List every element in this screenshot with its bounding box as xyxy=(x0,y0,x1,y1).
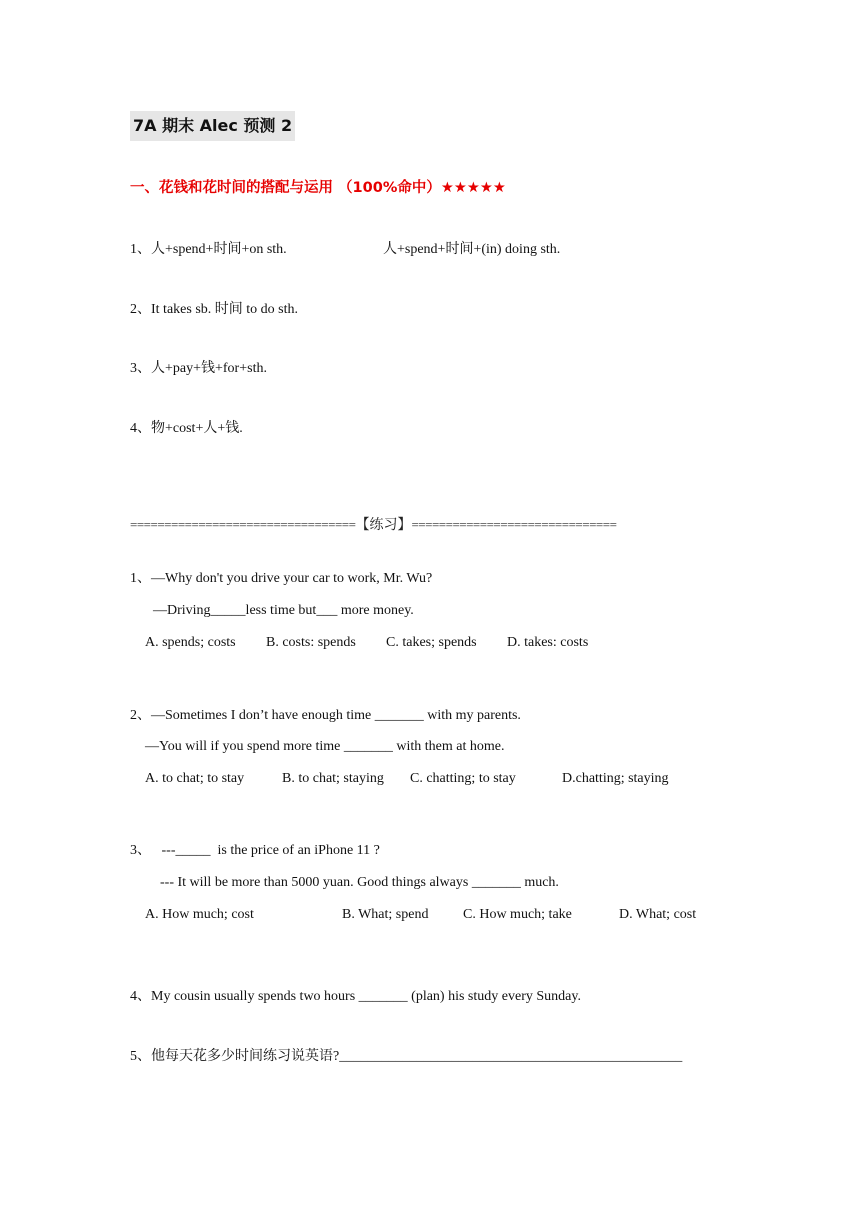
q3-option-a: A. How much; cost xyxy=(145,907,254,922)
q3-line2: --- It will be more than 5000 yuan. Good things always _______ much. xyxy=(160,875,559,890)
separator-right: ============================== xyxy=(411,517,617,532)
rule-1a: 1、人+spend+时间+on sth. xyxy=(130,242,287,257)
q1-option-d: D. takes: costs xyxy=(507,635,589,650)
q3-option-d: D. What; cost xyxy=(619,907,697,922)
q5-line1: 5、他每天花多少时间练习说英语?_________________________________________________ xyxy=(130,1049,683,1064)
q1-line2: —Driving_____less time but___ more money. xyxy=(153,603,414,618)
rule-4: 4、物+cost+人+钱. xyxy=(130,421,243,436)
separator-left: ================================= xyxy=(130,517,356,532)
q1-option-c: C. takes; spends xyxy=(386,635,477,650)
section-heading: 一、花钱和花时间的搭配与运用 （100%命中）★★★★★ xyxy=(130,180,506,196)
q4-line1: 4、My cousin usually spends two hours _______ (plan) his study every Sunday. xyxy=(130,989,581,1004)
q2-option-d: D.chatting; staying xyxy=(562,771,669,786)
exercise-separator xyxy=(130,514,730,534)
q2-option-c: C. chatting; to stay xyxy=(410,771,516,786)
rule-2: 2、It takes sb. 时间 to do sth. xyxy=(130,302,298,317)
q2-option-a: A. to chat; to stay xyxy=(145,771,245,786)
q1-option-a: A. spends; costs xyxy=(145,635,236,650)
rule-3: 3、人+pay+钱+for+sth. xyxy=(130,361,267,376)
separator-label: 【练习】 xyxy=(355,517,412,533)
q2-line1: 2、—Sometimes I don’t have enough time _______ with my parents. xyxy=(130,708,521,723)
page-title: 7A 期末 Alec 预测 2 xyxy=(130,111,295,141)
q1-line1: 1、—Why don't you drive your car to work, Mr. Wu? xyxy=(130,571,433,586)
rule-1b: 人+spend+时间+(in) doing sth. xyxy=(383,242,561,257)
q2-line2: —You will if you spend more time _______ with them at home. xyxy=(145,739,505,754)
q1-option-b: B. costs: spends xyxy=(266,635,356,650)
q3-option-c: C. How much; take xyxy=(463,907,572,922)
q2-option-b: B. to chat; staying xyxy=(282,771,384,786)
q3-option-b: B. What; spend xyxy=(342,907,429,922)
q3-line1: 3、 ---_____ is the price of an iPhone 11 ? xyxy=(130,843,380,858)
